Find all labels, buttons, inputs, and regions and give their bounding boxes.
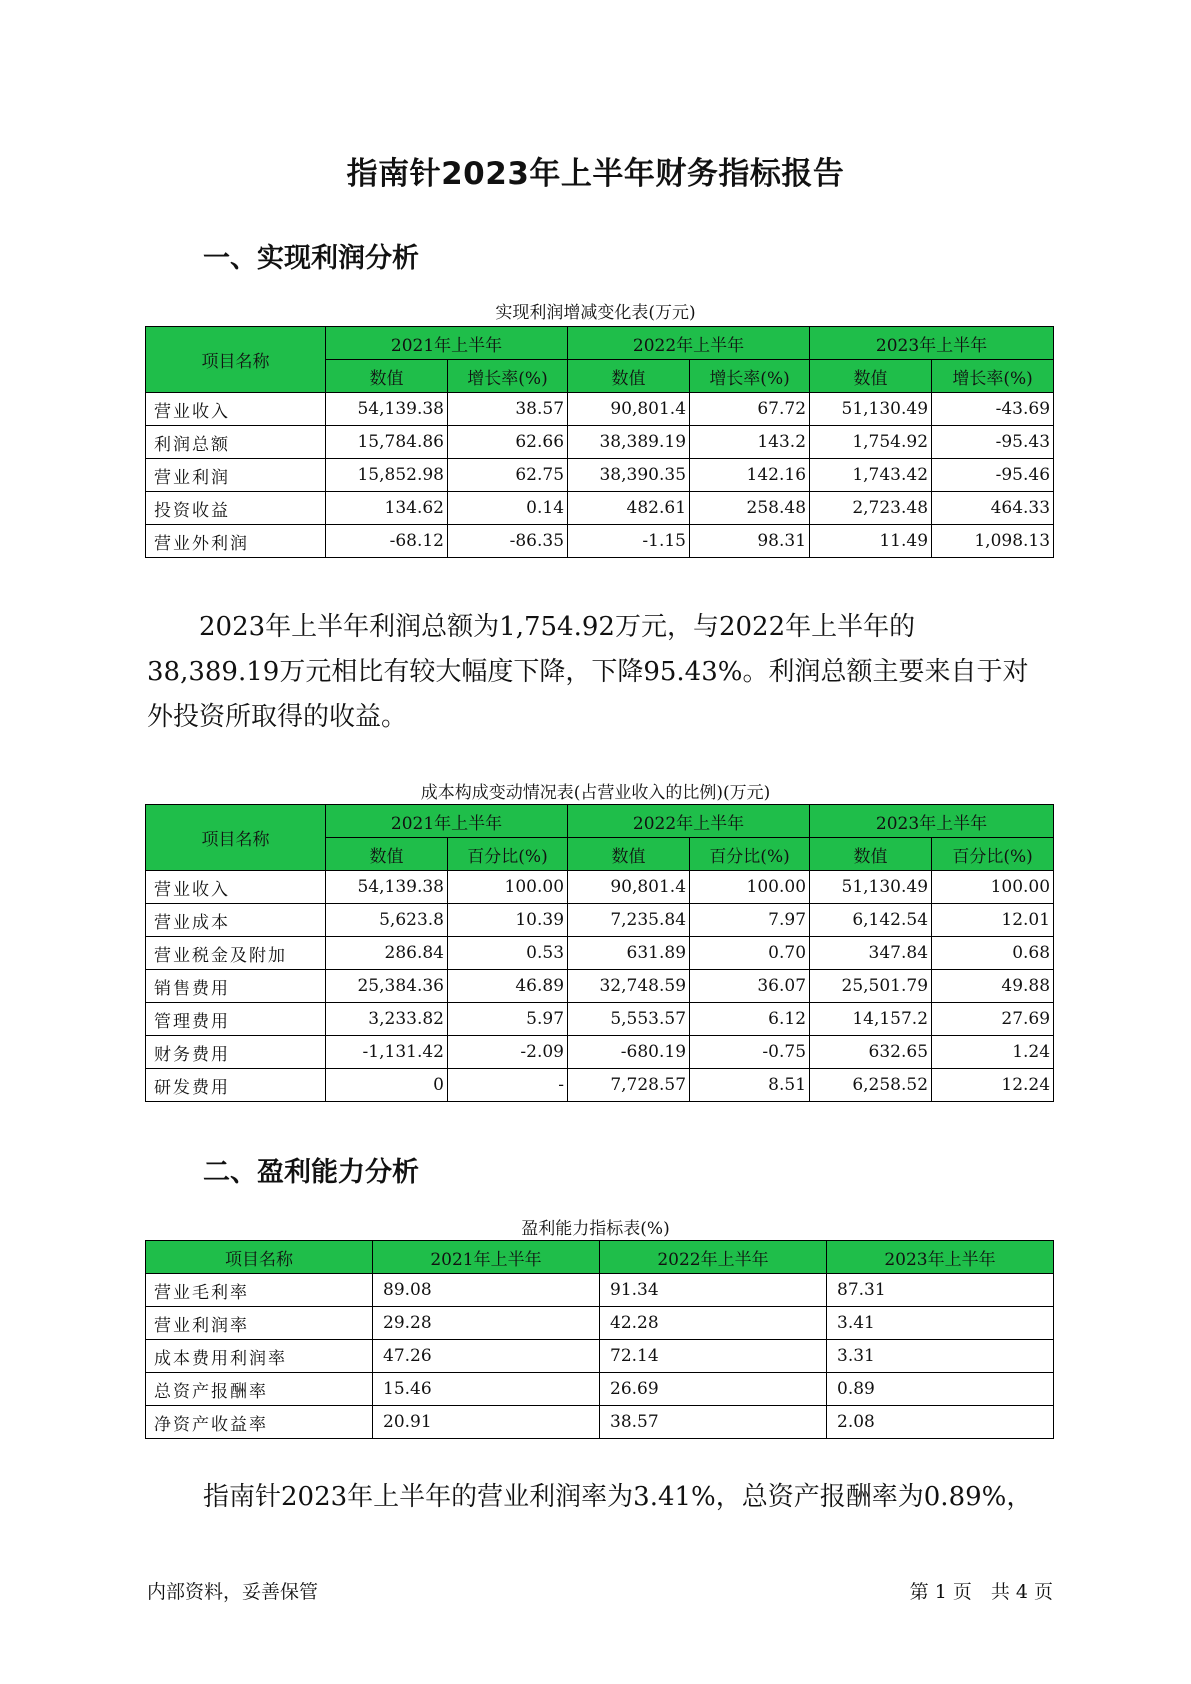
header-year: 2023年上半年 [810,327,1054,360]
row-label: 营业毛利率 [146,1274,373,1307]
table-cell: 0.68 [932,937,1054,970]
header-percent: 百分比(%) [448,838,568,871]
table-cell: 91.34 [600,1274,827,1307]
table3-caption: 盈利能力指标表(%) [521,1219,670,1239]
table-cell: 29.28 [373,1307,600,1340]
row-label: 营业外利润 [146,525,326,558]
table-cell: 5,553.57 [568,1003,690,1036]
table-cell: 7,728.57 [568,1069,690,1102]
table-row [146,459,1054,492]
table-cell: 51,130.49 [810,393,932,426]
table-cell: 26.69 [600,1373,827,1406]
table-cell: 6.12 [690,1003,810,1036]
row-label: 财务费用 [146,1036,326,1069]
table-cell: 15.46 [373,1373,600,1406]
table-cell: 36.07 [690,970,810,1003]
table-cell: 32,748.59 [568,970,690,1003]
row-label: 营业利润率 [146,1307,373,1340]
profit-change-table [145,326,1054,558]
table-row [146,1069,1054,1102]
table-cell: 3,233.82 [326,1003,448,1036]
table-row [146,1036,1054,1069]
table-cell: -0.75 [690,1036,810,1069]
row-label: 成本费用利润率 [146,1340,373,1373]
row-label: 投资收益 [146,492,326,525]
table-cell: 14,157.2 [810,1003,932,1036]
table-cell: 38.57 [600,1406,827,1439]
table-cell: 87.31 [827,1274,1054,1307]
table-cell: 7.97 [690,904,810,937]
table-cell: -2.09 [448,1036,568,1069]
row-label: 营业收入 [146,871,326,904]
header-value: 数值 [810,838,932,871]
table-cell: 67.72 [690,393,810,426]
table-cell: 54,139.38 [326,393,448,426]
table-cell: 0.53 [448,937,568,970]
table-row [146,970,1054,1003]
header-item-name: 项目名称 [146,327,326,393]
table-cell: 7,235.84 [568,904,690,937]
table-cell: -95.43 [932,426,1054,459]
row-label: 总资产报酬率 [146,1373,373,1406]
table-row [146,426,1054,459]
section-heading-profit: 一、实现利润分析 [203,243,419,274]
table-cell: 42.28 [600,1307,827,1340]
header-value: 数值 [810,360,932,393]
header-value: 数值 [326,360,448,393]
header-percent: 百分比(%) [690,838,810,871]
row-label: 净资产收益率 [146,1406,373,1439]
table-cell: 2,723.48 [810,492,932,525]
footer-page-number: 第 1 页 共 4 页 [909,1581,1053,1603]
table-cell: 0 [326,1069,448,1102]
row-label: 营业成本 [146,904,326,937]
header-year: 2023年上半年 [810,805,1054,838]
table-cell: 98.31 [690,525,810,558]
profitability-table [145,1240,1054,1439]
table-cell: 347.84 [810,937,932,970]
table-row [146,1340,1054,1373]
profitability-paragraph: 指南针2023年上半年的营业利润率为3.41%，总资产报酬率为0.89%， [203,1482,1033,1512]
table-cell: 6,258.52 [810,1069,932,1102]
header-year: 2021年上半年 [326,805,568,838]
table-cell: 1.24 [932,1036,1054,1069]
footer-confidential-note: 内部资料，妥善保管 [147,1581,319,1603]
table-cell: 15,852.98 [326,459,448,492]
table-cell: 49.88 [932,970,1054,1003]
header-year: 2022年上半年 [568,805,810,838]
table2-caption: 成本构成变动情况表(占营业收入的比例)(万元) [420,783,771,803]
row-label: 营业利润 [146,459,326,492]
table-cell: 38,390.35 [568,459,690,492]
table-row [146,937,1054,970]
table-cell: 12.24 [932,1069,1054,1102]
table-cell: 6,142.54 [810,904,932,937]
table-cell: 90,801.4 [568,871,690,904]
table-cell: 143.2 [690,426,810,459]
table-cell: 142.16 [690,459,810,492]
table-cell: 90,801.4 [568,393,690,426]
row-label: 利润总额 [146,426,326,459]
header-year: 2021年上半年 [326,327,568,360]
table-row [146,871,1054,904]
header-item-name: 项目名称 [146,1241,373,1274]
table-cell: 72.14 [600,1340,827,1373]
table-cell: 100.00 [690,871,810,904]
table-row [146,1406,1054,1439]
row-label: 管理费用 [146,1003,326,1036]
table-row [146,1307,1054,1340]
table-row [146,525,1054,558]
table-row [146,492,1054,525]
table-cell: 25,384.36 [326,970,448,1003]
table-cell: 3.41 [827,1307,1054,1340]
table-cell: -1,131.42 [326,1036,448,1069]
table-cell: 20.91 [373,1406,600,1439]
header-value: 数值 [568,360,690,393]
table-cell: 47.26 [373,1340,600,1373]
table-row [146,393,1054,426]
table-cell: 27.69 [932,1003,1054,1036]
table-cell: -68.12 [326,525,448,558]
table-row [146,1274,1054,1307]
table1-caption: 实现利润增减变化表(万元) [495,303,696,323]
header-year: 2022年上半年 [568,327,810,360]
table-cell: 38,389.19 [568,426,690,459]
table-cell: 632.65 [810,1036,932,1069]
table-cell: -680.19 [568,1036,690,1069]
table-row [146,1003,1054,1036]
row-label: 营业收入 [146,393,326,426]
row-label: 营业税金及附加 [146,937,326,970]
table-cell: -1.15 [568,525,690,558]
table-cell: 15,784.86 [326,426,448,459]
table-cell: 1,754.92 [810,426,932,459]
table-cell: - [448,1069,568,1102]
table-cell: 46.89 [448,970,568,1003]
table-cell: -95.46 [932,459,1054,492]
table-cell: 1,743.42 [810,459,932,492]
table-cell: 11.49 [810,525,932,558]
profit-analysis-paragraph: 2023年上半年利润总额为1,754.92万元，与2022年上半年的38,389.19万元相比有较大幅度下降，下降95.43%。利润总额主要来自于对外投资所取得的收益。 [147,612,1029,732]
table-row [146,1373,1054,1406]
table-cell: 631.89 [568,937,690,970]
table-cell: 1,098.13 [932,525,1054,558]
table-cell: 5,623.8 [326,904,448,937]
row-label: 销售费用 [146,970,326,1003]
table-cell: 0.70 [690,937,810,970]
table-cell: 8.51 [690,1069,810,1102]
table-cell: 62.75 [448,459,568,492]
header-growth: 增长率(%) [448,360,568,393]
table-cell: 62.66 [448,426,568,459]
table-cell: 54,139.38 [326,871,448,904]
table-cell: 134.62 [326,492,448,525]
cost-structure-table [145,804,1054,1102]
table-cell: 38.57 [448,393,568,426]
table-cell: 0.89 [827,1373,1054,1406]
table-cell: 482.61 [568,492,690,525]
header-percent: 百分比(%) [932,838,1054,871]
row-label: 研发费用 [146,1069,326,1102]
table-cell: 258.48 [690,492,810,525]
table-cell: 100.00 [932,871,1054,904]
header-value: 数值 [326,838,448,871]
header-year: 2021年上半年 [373,1241,600,1274]
table-row [146,904,1054,937]
header-year: 2022年上半年 [600,1241,827,1274]
table-cell: -86.35 [448,525,568,558]
table-cell: 5.97 [448,1003,568,1036]
table-cell: 51,130.49 [810,871,932,904]
table-cell: 89.08 [373,1274,600,1307]
table-cell: 25,501.79 [810,970,932,1003]
header-item-name: 项目名称 [146,805,326,871]
header-growth: 增长率(%) [690,360,810,393]
table-cell: 2.08 [827,1406,1054,1439]
header-year: 2023年上半年 [827,1241,1054,1274]
table-cell: 464.33 [932,492,1054,525]
table-cell: 0.14 [448,492,568,525]
table-cell: 12.01 [932,904,1054,937]
header-growth: 增长率(%) [932,360,1054,393]
section-heading-profitability: 二、盈利能力分析 [203,1157,419,1188]
table-cell: 286.84 [326,937,448,970]
header-value: 数值 [568,838,690,871]
page-title: 指南针2023年上半年财务指标报告 [346,156,845,192]
table-cell: 3.31 [827,1340,1054,1373]
table-cell: 100.00 [448,871,568,904]
table-cell: -43.69 [932,393,1054,426]
table-cell: 10.39 [448,904,568,937]
